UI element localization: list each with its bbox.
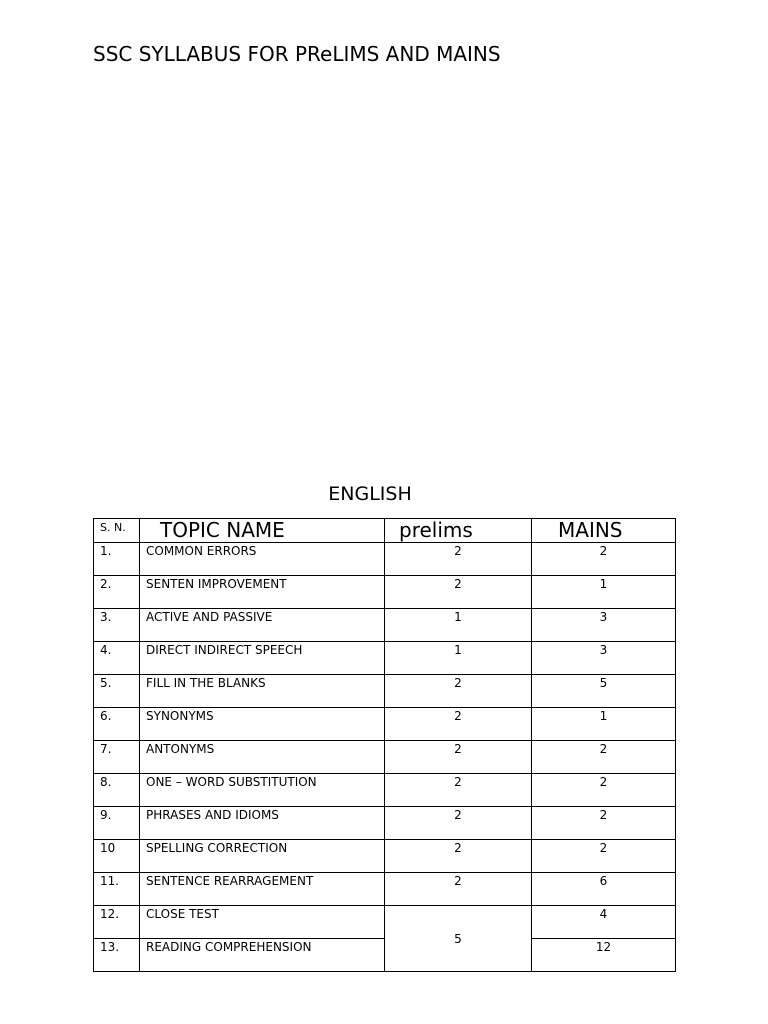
serial-number: 9. [94, 807, 140, 840]
prelims-count: 2 [385, 708, 532, 741]
table-row [94, 741, 676, 774]
topic-name: ACTIVE AND PASSIVE [140, 609, 385, 642]
mains-count: 2 [532, 543, 676, 576]
header-mains: MAINS [532, 519, 676, 543]
mains-count: 2 [532, 840, 676, 873]
mains-count: 1 [532, 708, 676, 741]
prelims-count: 2 [385, 675, 532, 708]
table-row [94, 708, 676, 741]
prelims-count: 2 [385, 840, 532, 873]
topic-name: COMMON ERRORS [140, 543, 385, 576]
mains-count: 5 [532, 675, 676, 708]
header-prelims: prelims [385, 519, 532, 543]
table-row [94, 906, 676, 939]
mains-count: 2 [532, 807, 676, 840]
mains-count: 2 [532, 774, 676, 807]
topic-name: DIRECT INDIRECT SPEECH [140, 642, 385, 675]
table-row [94, 642, 676, 675]
table-row [94, 873, 676, 906]
serial-number: 7. [94, 741, 140, 774]
mains-count: 6 [532, 873, 676, 906]
mains-count: 3 [532, 642, 676, 675]
prelims-count: 2 [385, 741, 532, 774]
topic-name: CLOSE TEST [140, 906, 385, 939]
document-title: SSC SYLLABUS FOR PReLIMS AND MAINS [93, 42, 501, 66]
mains-count: 2 [532, 741, 676, 774]
serial-number: 10 [94, 840, 140, 873]
serial-number: 6. [94, 708, 140, 741]
topic-name: SPELLING CORRECTION [140, 840, 385, 873]
topic-name: ONE – WORD SUBSTITUTION [140, 774, 385, 807]
table-row [94, 609, 676, 642]
mains-count: 3 [532, 609, 676, 642]
serial-number: 11. [94, 873, 140, 906]
section-title: ENGLISH [328, 483, 412, 505]
serial-number: 13. [94, 939, 140, 972]
mains-count: 4 [532, 906, 676, 939]
table-row [94, 543, 676, 576]
topic-name: ANTONYMS [140, 741, 385, 774]
header-topic-name: TOPIC NAME [140, 519, 385, 543]
serial-number: 5. [94, 675, 140, 708]
prelims-count-merged: 5 [385, 906, 532, 972]
table-row [94, 840, 676, 873]
serial-number: 3. [94, 609, 140, 642]
topic-name: SENTENCE REARRAGEMENT [140, 873, 385, 906]
table-row [94, 675, 676, 708]
prelims-count: 2 [385, 873, 532, 906]
topic-name: READING COMPREHENSION [140, 939, 385, 972]
topic-name: SENTEN IMPROVEMENT [140, 576, 385, 609]
prelims-count: 1 [385, 609, 532, 642]
mains-count: 12 [532, 939, 676, 972]
prelims-count: 2 [385, 774, 532, 807]
topic-name: SYNONYMS [140, 708, 385, 741]
table-row [94, 807, 676, 840]
serial-number: 12. [94, 906, 140, 939]
prelims-count: 2 [385, 576, 532, 609]
table-header-row [94, 519, 676, 543]
serial-number: 2. [94, 576, 140, 609]
topic-name: FILL IN THE BLANKS [140, 675, 385, 708]
mains-count: 1 [532, 576, 676, 609]
header-serial-number: S. N. [94, 519, 140, 543]
table-row [94, 774, 676, 807]
prelims-count: 1 [385, 642, 532, 675]
serial-number: 4. [94, 642, 140, 675]
serial-number: 1. [94, 543, 140, 576]
serial-number: 8. [94, 774, 140, 807]
syllabus-table [93, 518, 676, 972]
prelims-count: 2 [385, 807, 532, 840]
prelims-count: 2 [385, 543, 532, 576]
topic-name: PHRASES AND IDIOMS [140, 807, 385, 840]
table-row [94, 576, 676, 609]
